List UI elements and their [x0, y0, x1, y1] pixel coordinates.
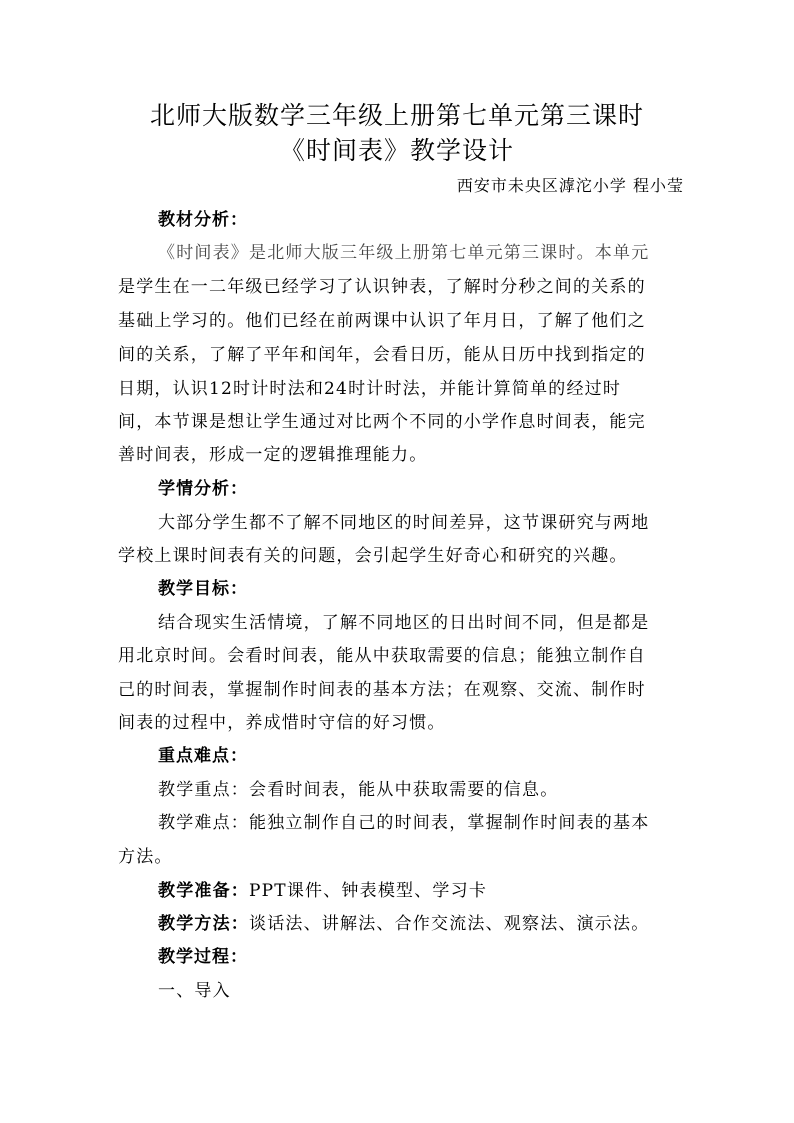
paragraph-line: 基础上学习的。他们已经在前两课中认识了年月日，了解了他们之	[118, 311, 646, 331]
paragraph-line: 结合现实生活情境，了解不同地区的日出时间不同，但是都是	[158, 613, 650, 633]
document-title-line1: 北师大版数学三年级上册第七单元第三课时	[149, 101, 644, 130]
paragraph-line: 间的关系，了解了平年和闰年，会看日历，能从日历中找到指定的	[118, 345, 646, 365]
paragraph-line: 间，本节课是想让学生通过对比两个不同的小学作息时间表，能完	[118, 412, 646, 432]
process-item-intro: 一、导入	[158, 981, 231, 1001]
paragraph-line: 日期，认识12时计时法和24时计时法，并能计算简单的经过时	[118, 379, 622, 399]
key-point-difficulty-cont: 方法。	[118, 847, 173, 867]
paragraph-line: 《时间表》是北师大版三年级上册第七单元第三课时。本单元	[158, 243, 650, 263]
preparation-line	[158, 876, 718, 901]
section-heading-process: 教学过程：	[158, 947, 248, 967]
methods-label: 教学方法：	[158, 914, 249, 934]
document-title-line2: 《时间表》教学设计	[279, 136, 514, 165]
paragraph-line: 大部分学生都不了解不同地区的时间差异，这节课研究与两地	[158, 513, 650, 533]
section-heading-key-points: 重点难点：	[158, 746, 248, 766]
key-point-focus: 教学重点：会看时间表，能从中获取需要的信息。	[158, 780, 559, 800]
paragraph-line: 是学生在一二年级已经学习了认识钟表，了解时分秒之间的关系的	[118, 277, 646, 297]
preparation-label: 教学准备：	[158, 881, 249, 901]
paragraph-line: 善时间表，形成一定的逻辑推理能力。	[118, 445, 428, 465]
preparation-value: PPT课件、钟表模型、学习卡	[249, 881, 488, 901]
methods-value: 谈话法、讲解法、合作交流法、观察法、演示法。	[249, 914, 650, 934]
paragraph-line: 己的时间表，掌握制作时间表的基本方法；在观察、交流、制作时	[118, 680, 646, 700]
section-heading-objectives: 教学目标：	[158, 579, 248, 599]
author-line: 西安市未央区滹沱小学 程小莹	[456, 176, 684, 195]
section-heading-textbook-analysis: 教材分析：	[158, 210, 248, 230]
key-point-difficulty: 教学难点：能独立制作自己的时间表，掌握制作时间表的基本	[158, 813, 650, 833]
section-heading-student-analysis: 学情分析：	[158, 479, 248, 499]
methods-line	[158, 909, 718, 934]
paragraph-line: 学校上课时间表有关的问题，会引起学生好奇心和研究的兴趣。	[118, 546, 628, 566]
paragraph-line: 用北京时间。会看时间表，能从中获取需要的信息；能独立制作自	[118, 646, 646, 666]
paragraph-line: 间表的过程中，养成惜时守信的好习惯。	[118, 713, 446, 733]
